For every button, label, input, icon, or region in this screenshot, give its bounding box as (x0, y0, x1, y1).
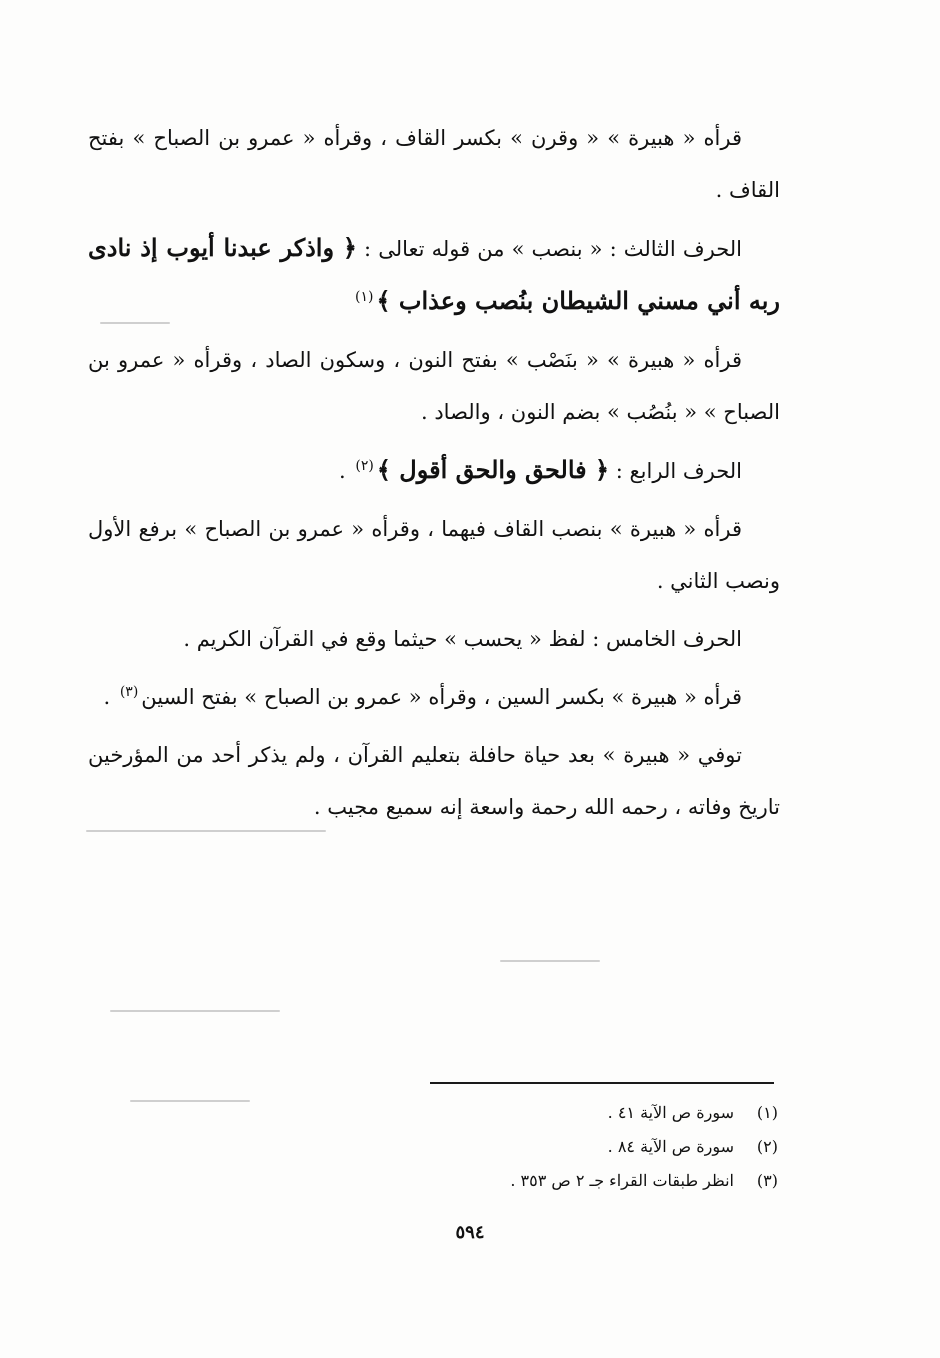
footnote-number: (١) (756, 1103, 778, 1122)
footnote-reference: (٣) (119, 684, 139, 700)
scan-speck (130, 1100, 250, 1102)
footnote-text: سورة ص الآية ٨٤ . (607, 1137, 734, 1156)
paragraph-text: الحرف الخامس : لفظ « يحسب » حيثما وقع في القرآن الكريم . (183, 627, 742, 651)
paragraph-text: الحرف الرابع : (609, 459, 742, 483)
scan-speck (86, 830, 326, 832)
page-number: ٥٩٤ (455, 1222, 485, 1243)
scan-speck (100, 322, 170, 324)
quran-verse: ﴿ فالحق والحق أقول ﴾ (376, 455, 610, 484)
paragraph-text: توفي « هبيرة » بعد حياة حافلة بتعليم القرآن ، ولم يذكر أحد من المؤرخين تاريخ وفاته ، رحمه الله رحمة واسعة إنه سميع مجيب . (88, 743, 780, 819)
footnote-reference: (٢) (355, 458, 374, 474)
paragraph-text: . (103, 685, 117, 709)
paragraph (88, 444, 780, 497)
footnote-reference: (١) (355, 289, 374, 305)
footnote-item (420, 1130, 778, 1164)
footnotes (420, 1096, 778, 1198)
footnote-separator (430, 1082, 774, 1084)
paragraph (88, 729, 780, 833)
footnote-text: سورة ص الآية ٤١ . (607, 1103, 734, 1122)
paragraph-text: قرأه « هبيرة » « وقرن » بكسر القاف ، وقرأه « عمرو بن الصباح » بفتح القاف . (88, 126, 780, 202)
footnote-item (420, 1096, 778, 1130)
paragraph-text: قرأه « هبيرة » « بنَصْب » بفتح النون ، وسكون الصاد ، وقرأه « عمرو بن الصباح » « بنُصُب » بضم النون ، والصاد . (88, 348, 780, 424)
paragraph-text: قرأه « هبيرة » بكسر السين ، وقرأه « عمرو بن الصباح » بفتح السين (141, 685, 742, 709)
scan-speck (500, 960, 600, 962)
paragraph (88, 334, 780, 438)
paragraph-text: الحرف الثالث : « بنصب » من قوله تعالى : (356, 237, 743, 261)
main-text (88, 112, 780, 839)
paragraph (88, 112, 780, 216)
scan-speck (110, 1010, 280, 1012)
paragraph-text: . (339, 459, 353, 483)
paragraph-text: قرأه « هبيرة » بنصب القاف فيهما ، وقرأه « عمرو بن الصباح » برفع الأول ونصب الثاني . (88, 517, 780, 593)
footnote-number: (٣) (756, 1171, 778, 1190)
paragraph (88, 222, 780, 328)
footnote-number: (٢) (756, 1137, 778, 1156)
quran-verse: ﴿ واذكر عبدنا أيوب إذ نادى ربه أني مسني الشيطان بنُصب وعذاب ﴾ (88, 233, 780, 315)
footnote-item (420, 1164, 778, 1198)
paragraph (88, 503, 780, 607)
paragraph (88, 613, 780, 665)
paragraph (88, 671, 780, 723)
footnote-text: انظر طبقات القراء جـ ٢ ص ٣٥٣ . (510, 1171, 734, 1190)
